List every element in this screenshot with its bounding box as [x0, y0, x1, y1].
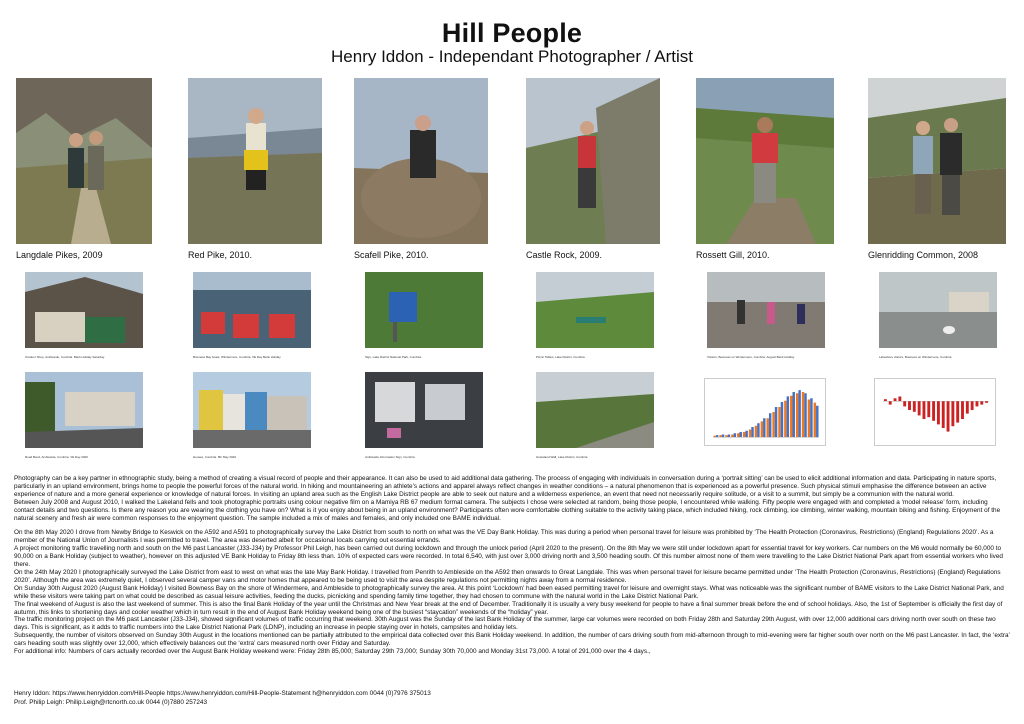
portrait-caption: Glenridding Common, 2008	[868, 250, 979, 260]
portrait-glenridding-common	[868, 78, 1006, 259]
page-subtitle: Henry Iddon - Independant Photographer / Artist	[331, 47, 693, 66]
thumb-lakeshore	[879, 272, 997, 359]
chart-bar	[725, 435, 727, 437]
chart-bar	[740, 432, 742, 437]
paragraph: On the 24th May 2020 I photographically surveyed the Lake District from east to west on what was the late May Bank Holiday. I travelled from Penrith to Ambleside on the A592 then onwards to Great Langdale. This was when personal travel for leisure became permitted under ‘The Health Protection (Coronavirus, Restrictions) (England) Regulations 2020’. Although the area was extremely quiet, I observed several camper vans and motor homes that appeared to be being used to visit the area despite regulations not permitting nights away from a normal residence.	[14, 568, 1001, 584]
thumb-photo	[707, 272, 825, 348]
chart-bar	[932, 401, 935, 421]
thumb-visitors-bowness	[707, 272, 825, 359]
chart-bar	[743, 432, 745, 437]
chart-bar	[719, 435, 721, 437]
chart-bar	[767, 418, 769, 437]
chart-bar	[793, 392, 795, 437]
traffic-chart-bank-holiday	[704, 378, 826, 446]
portrait-photo	[16, 78, 152, 244]
chart-bar	[810, 398, 812, 437]
chart-bar	[761, 421, 763, 437]
chart-bar	[728, 435, 730, 438]
footer-line-henry: Henry Iddon: https://www.henryiddon.com/Hill-People https://www.henryiddon.com/Hill-People-Statement h@henryiddon.com 0044 (0)7976 375013	[14, 690, 431, 697]
chart-bar	[734, 433, 736, 437]
chart-bar	[908, 401, 911, 410]
chart-bar	[966, 401, 969, 414]
portrait-photo	[696, 78, 834, 244]
thumb-caption: Visitors, Bowness on Windermere, Cumbria. August Bank Holiday	[707, 355, 795, 359]
chart-bar	[816, 406, 818, 437]
thumb-photo	[536, 272, 654, 348]
chart-bar	[804, 393, 806, 437]
thumb-caption: Ambleside Information Sign, Cumbria	[365, 455, 415, 459]
chart-bar	[784, 401, 786, 437]
thumb-sign	[365, 272, 483, 359]
thumb-bowness-boats	[193, 272, 311, 359]
thumb-grassland-wall	[536, 372, 654, 459]
portrait-caption: Castle Rock, 2009.	[526, 250, 603, 260]
chart-bar	[749, 430, 751, 438]
chart-bar	[889, 401, 892, 405]
thumb-caption: Picnic Tables, Lake District, Cumbria	[536, 355, 585, 359]
footer-line-philip: Prof. Philip Leigh: Philip.Leigh@rtcnorth.co.uk 0044 (0)7880 257243	[14, 698, 208, 706]
chart-bar	[802, 392, 804, 437]
chart-bar	[787, 396, 789, 437]
thumb-road-bend	[25, 372, 143, 459]
thumb-caption: Sign, Lake District National Park, Cumbria	[365, 355, 422, 359]
thumb-caption: Houses, Cumbria. 8th May 2020	[193, 455, 237, 459]
chart-bar	[923, 401, 926, 419]
paragraph: A project monitoring traffic travelling north and south on the M6 past Lancaster (J33-J34) by Professor Phil Leigh, has been carried out during lockdown and through the unlock period (April 2020 to the present). On the 8th May we were still under lockdown apart for essential travel for key workers. Car numbers on the M6 would normally be 60,000 to 90,000 on a Bank Holiday (subject to weather), however on this adjusted VE Bank Holiday to Friday 8th less than. 10% of expected cars were recorded. In total 6,540, with just over 3,000 driving north and 3,500 heading south. Of this number almost none of them were travelling to the Lake District National Park apart from essential workers who lived there.	[14, 545, 1003, 569]
portrait-castle-rock	[526, 78, 660, 259]
thumb-photo	[193, 372, 311, 448]
chart-bar	[971, 401, 974, 410]
portrait-caption: Rossett Gill, 2010.	[696, 250, 770, 260]
chart-bar	[769, 413, 771, 437]
paragraph: On the 8th May 2020 I drove from Newby Bridge to Keswick on the A592 and A591 to photographically survey the Lake District from south to north on what was the VE Day Bank Holiday. This was during a period when personal travel for leisure was prohibited by ‘The Health Protection (Coronavirus, Restrictions) (England) Regulations 2020’. As a member of the National Union of Journalists I was permitted to travel. The area was deserted albeit for occasional locals carrying out essential errands.	[14, 529, 994, 545]
chart-bar	[808, 400, 810, 438]
thumb-picnic	[536, 272, 654, 359]
chart-bar	[884, 399, 887, 401]
thumb-photo	[879, 272, 997, 348]
portrait-photo	[354, 78, 488, 244]
portrait-caption: Langdale Pikes, 2009	[16, 250, 103, 260]
thumb-photo	[365, 272, 483, 348]
chart-bar	[716, 435, 718, 437]
portrait-red-pike	[188, 78, 322, 259]
chart-bar	[781, 402, 783, 437]
chart-svg	[705, 379, 825, 445]
chart-bar	[796, 393, 798, 437]
chart-bar	[976, 401, 979, 406]
chart-bar	[763, 418, 765, 437]
chart-bar	[927, 401, 930, 417]
chart-bar	[951, 401, 954, 426]
thumb-information-sign	[365, 372, 483, 459]
chart-bar	[775, 407, 777, 437]
chart-bar	[714, 436, 716, 437]
portrait-photo	[188, 78, 322, 244]
chart-bar	[757, 423, 759, 437]
portrait-caption: Scafell Pike, 2010.	[354, 250, 429, 260]
chart-bar	[798, 390, 800, 437]
chart-bar	[980, 401, 983, 405]
chart-bar	[913, 401, 916, 412]
chart-bar	[947, 401, 950, 432]
thumb-photo	[25, 372, 143, 448]
chart-bar	[956, 401, 959, 423]
portrait-rossett-gill	[696, 78, 834, 259]
thumb-caption: Outdoor Shop, Ambleside, Cumbria. Bank Holiday Saturday	[25, 355, 105, 359]
paragraph: The traffic monitoring project on the M6 past Lancaster (J33-J34), showed significant volumes of traffic occurring that weekend. 30th August was the Sunday of the last Bank Holiday of the summer, large car volumes were recorded on both Friday 28th and Saturday 29th August, with over 12,000 additional cars driving north over south on these two days. This is significant, as it adds to traffic numbers into the Lake District National Park (LDNP), including an increase in people staying over in hotels, campsites and holiday lets.	[14, 616, 996, 632]
thumb-photo	[25, 272, 143, 348]
thumb-caption: Road Bend, Ambleside, Cumbria. VE Day 2020	[25, 455, 88, 459]
portrait-scafell-pike	[354, 78, 488, 259]
page-title: Hill People	[441, 18, 583, 48]
thumb-photo	[365, 372, 483, 448]
chart-bar	[898, 397, 901, 402]
paragraph: Between July 2008 and August 2010, I walked the Lakeland fells and took photographic portraits using colour negative film on a Mamiya RB 67 medium format camera. The subjects I chose were selected at random, being those people, I encountered while walking. Fifty people were engaged with and completed a ‘model release’ form, including contact details and two questions. Is there any reason you are wearing the clothing you have on? What is it you enjoy about being in an upland environment? Participants often wore comfortable clothing suitable to the activity taking place, which included hiking, rock climbing, ice climbing, winter walking, mountain biking and fishing. Enjoyment of the natural scenery and fresh air were common responses to the enjoyment question. The sample included a mix of males and females, and only included one BAME individual.	[14, 498, 1001, 522]
thumb-houses	[193, 372, 311, 459]
portrait-photo	[868, 78, 1006, 244]
portrait-caption: Red Pike, 2010.	[188, 250, 253, 260]
chart-bar	[722, 435, 724, 438]
thumb-photo	[193, 272, 311, 348]
paragraph: Photography can be a key partner in ethnographic study, being a method of creating a visual record of people and their appearance. It can also be used to aid additional data gathering. The process of engaging with individuals in conversation during a ‘portrait sitting’ can be used to elicit additional information and data. Participating in nature sports, particularly in an upland environment, brings home to people the powerful forces of the natural world. In hiking and mountaineering an athlete’s actions and apparel always reflect changes in weather conditions – a natural phenomenon that is experienced as a powerful presence. Such physical stimuli emphasise the difference between an active experience of nature and a more general experience or knowledge of natural forces. In visiting an upland area such as the English Lake District people are able to seek out nature and a wilderness experience, an event that need not necessarily require solitude, or a visit to a summit, but simply be a communion with the natural world.	[14, 475, 997, 498]
chart-bar	[790, 396, 792, 437]
chart-bar	[894, 398, 897, 401]
chart-bar	[778, 407, 780, 437]
chart-bar	[745, 431, 747, 437]
paragraph: For additional info: Numbers of cars actually recorded over the August Bank Holiday weekend were: Friday 28th 85,000; Saturday 29th 73,000; Sunday 30th 70,000 and Monday 31st 73,000. A total of 291,000 over the 4 days.,	[14, 648, 651, 656]
chart-bar	[751, 427, 753, 437]
thumb-photo	[536, 372, 654, 448]
chart-bar	[737, 433, 739, 437]
chart-bar	[731, 435, 733, 438]
thumb-caption: Grassland Wall, Lake District, Cumbria	[536, 455, 588, 459]
traffic-chart-difference	[874, 378, 996, 446]
chart-bar	[814, 403, 816, 437]
paragraph: On Sunday 30th August 2020 (August Bank Holiday) I visited Bowness Bay on the shore of Windermere, and Ambleside to photographically survey the area. At this point ‘Lockdown’ had been eased permitting travel for leisure and overnight stays. What was noticeable was the significant number of BAME visitors to the Lake District National Park, and while these visitors were taking part on what could be described as casual leisure activities, feeding the ducks, picnicking and spending family time together, they had chosen to commune with the natural world in the Lake District National Park.	[14, 584, 1004, 600]
portrait-langdale-pikes	[16, 78, 152, 259]
chart-bar	[961, 401, 964, 419]
thumb-caption: Bowness Bay boats, Windermere, Cumbria. VE Day Bank Holiday	[193, 355, 281, 359]
chart-bar	[772, 412, 774, 437]
paragraph: The final weekend of August is also the last weekend of summer. This is also the final Bank Holiday of the year until the Christmas and New Year break at the end of December. Traditionally it is usually a very busy weekend for people to have a final summer break before the end of school holidays. Also, the 1st of September is officially the first day of autumn, this links to shortening days and cooler weather which in turn result in the end of August Bank Holiday weekend being one of the busiest “staycation” weekends of the “holiday” year.	[14, 600, 1003, 616]
chart-svg	[875, 379, 995, 445]
chart-bar	[942, 401, 945, 428]
chart-bar	[937, 401, 940, 424]
thumb-caption: Lakeshore visitors, Bowness on Windermere, Cumbria	[879, 355, 952, 359]
chart-bar	[755, 426, 757, 437]
portrait-photo	[526, 78, 660, 244]
statement-text	[14, 475, 1010, 656]
chart-bar	[918, 401, 921, 415]
paragraph: Subsequently, the number of visitors observed on Sunday 30th August in the locations mentioned can be partially attributed to the empirical data collected over this Bank Holiday weekend. In addition, the number of cars driving south from mid-afternoon through to mid-evening were far higher south over north on the M6 past Lancaster. In fact, the ‘extra’ cars heading south was slightly over 12,000, which effectively balances out the ‘extra’ cars measured north over Friday and Saturday.	[14, 632, 1010, 648]
contact-footer	[14, 690, 431, 707]
chart-bar	[903, 401, 906, 406]
thumb-outdoor-shop	[25, 272, 143, 359]
